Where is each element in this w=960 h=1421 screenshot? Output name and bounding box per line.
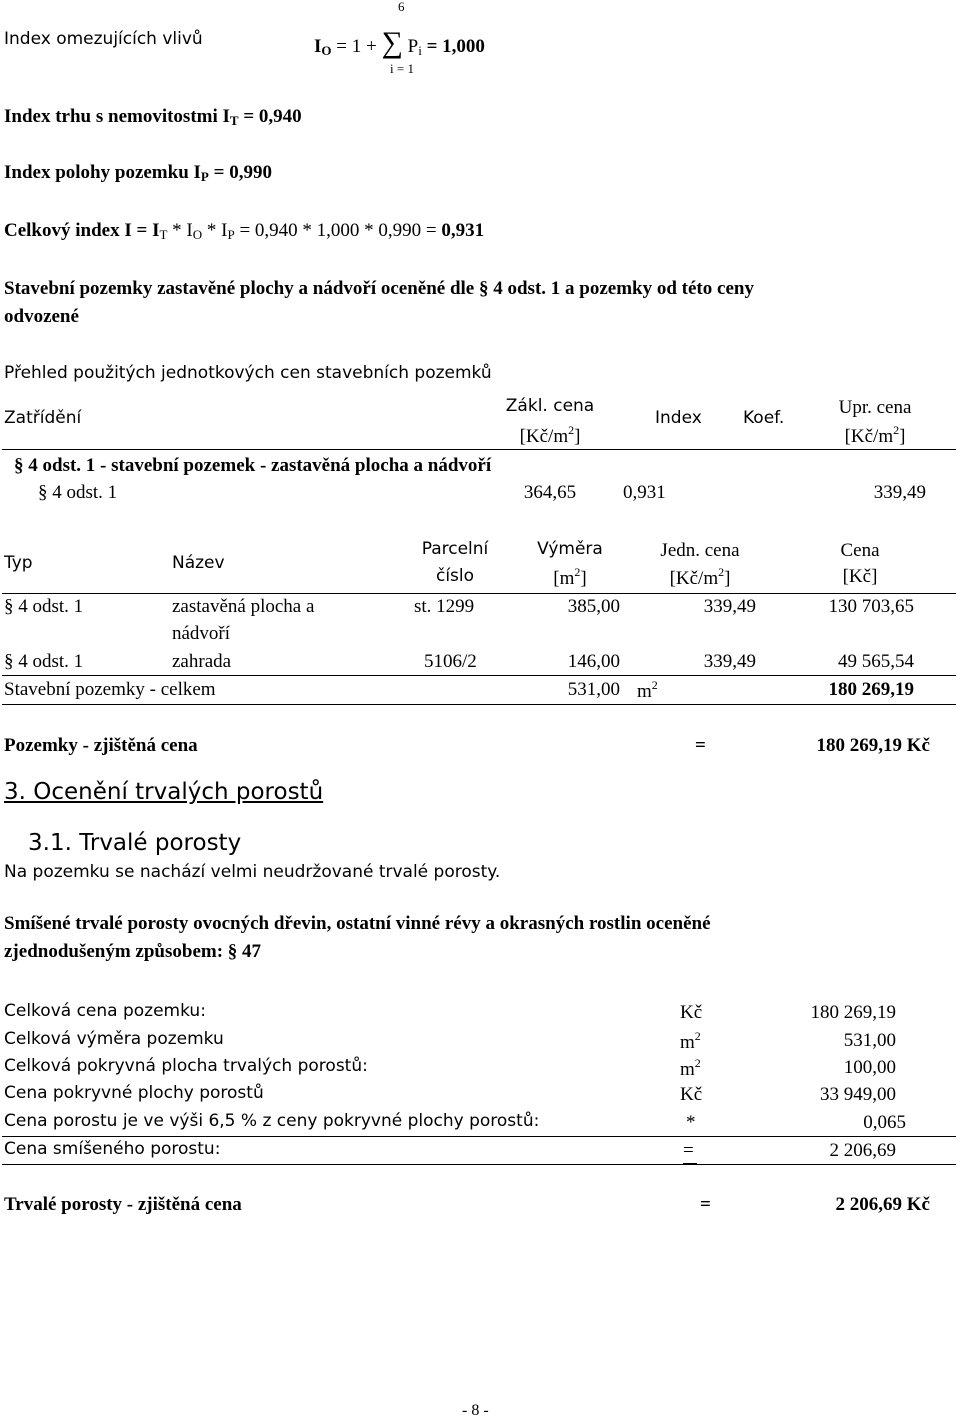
calc-row-4-value: 33 949,00 xyxy=(820,1084,896,1105)
index-polohy: Index polohy pozemku $I_P = 0,990$ xyxy=(4,162,272,184)
table2-header-vym-1: Výměra xyxy=(537,539,603,559)
table1-row-upr: 339,49 xyxy=(873,482,926,503)
calc-total-rule xyxy=(2,1164,956,1165)
calc-row-5-value: 0,065 xyxy=(863,1112,906,1133)
calc-row-6-value: 2 206,69 xyxy=(829,1140,896,1161)
table2-header-parc-2: číslo xyxy=(435,566,475,586)
table2-total-rule xyxy=(2,704,956,705)
calc-row-1-unit: Kč xyxy=(680,1002,703,1023)
calc-row-1-label: Celková cena pozemku: xyxy=(4,1001,206,1021)
calc-row-5-label: Cena porostu je ve výši 6,5 % z ceny pokryvné plochy porostů: xyxy=(4,1111,540,1131)
table2-header-cena-2: [Kč] xyxy=(842,566,878,587)
pozemky-cena-label: Pozemky - zjištěná cena xyxy=(4,735,198,756)
table1-header-zatrideni: Zatřídění xyxy=(4,408,82,428)
section-3-1-heading: 3.1. Trvalé porosty xyxy=(28,830,242,856)
table1-header-upr-1: Upr. cena xyxy=(838,397,912,418)
trvale-cena-label: Trvalé porosty - zjištěná cena xyxy=(4,1194,242,1215)
table2-row1-nazev2: nádvoří xyxy=(172,623,231,644)
table2-row2-cena: 49 565,54 xyxy=(838,651,914,672)
calc-row-3-label: Celková pokryvná plocha trvalých porostů: xyxy=(4,1056,368,1076)
summation-symbol: ∑ xyxy=(381,26,403,59)
table1-header-index: Index xyxy=(655,408,702,428)
trvale-cena-value: 2 206,69 Kč xyxy=(835,1194,930,1215)
calc-row-2-label: Celková výměra pozemku xyxy=(4,1029,224,1049)
table2-row1-cena: 130 703,65 xyxy=(828,596,914,617)
table1-header-rule xyxy=(2,449,956,450)
table2-body-rule xyxy=(2,675,956,676)
table2-row2-vym: 146,00 xyxy=(567,651,620,672)
prehled-heading: Přehled použitých jednotkových cen stavebních pozemků xyxy=(4,363,492,383)
smisene-line1: Smíšené trvalé porosty ovocných dřevin, ostatní vinné révy a okrasných rostlin oceněné xyxy=(4,913,711,934)
table2-header-jedn-2: $[Kč/m^2]$ xyxy=(669,565,731,589)
calc-row-2-unit: $m^2$ xyxy=(680,1029,701,1053)
calc-row-3-unit: $m^2$ xyxy=(680,1056,701,1080)
table2-row2-parc: 5106/2 xyxy=(424,651,477,672)
table1-group-label: § 4 odst. 1 - stavební pozemek - zastavěná plocha a nádvoří xyxy=(14,455,492,476)
sum-lower-limit: i = 1 xyxy=(390,61,414,76)
pozemky-cena-value: 180 269,19 Kč xyxy=(816,735,930,756)
calc-row-6-label: Cena smíšeného porostu: xyxy=(4,1139,221,1159)
table2-row1-vym: 385,00 xyxy=(567,596,620,617)
smisene-line2: zjednodušeným způsobem: § 47 xyxy=(4,941,262,962)
page-number: - 8 - xyxy=(462,1402,489,1419)
table1-header-koef: Koef. xyxy=(743,408,785,428)
table2-row2-typ: § 4 odst. 1 xyxy=(4,651,84,672)
porosty-note: Na pozemku se nachází velmi neudržované trvalé porosty. xyxy=(4,862,501,882)
table2-row1-parc: st. 1299 xyxy=(414,596,475,617)
pozemky-cena-eq: = xyxy=(695,735,706,756)
sum-upper-limit: 6 xyxy=(398,0,405,14)
calc-row-4-label: Cena pokryvné plochy porostů xyxy=(4,1083,264,1103)
index-omezujicich-label: Index omezujících vlivů xyxy=(4,29,203,49)
table1-header-zakl-1: Zákl. cena xyxy=(505,396,595,416)
table1-row-index: 0,931 xyxy=(623,482,666,503)
table2-row2-nazev1: zahrada xyxy=(172,651,232,672)
table2-header-parc-1: Parcelní xyxy=(421,539,489,559)
index-omezujicich-formula: $I_O = 1$ + ∑ $P_i = 1,000$ xyxy=(314,26,485,59)
table2-header-rule xyxy=(2,593,956,594)
stavebni-heading-line1: Stavební pozemky zastavěné plochy a nádvoří oceněné dle § 4 odst. 1 a pozemky od této ceny xyxy=(4,278,754,299)
calc-rows-rule xyxy=(2,1136,956,1137)
table2-header-cena-1: Cena xyxy=(840,540,880,561)
calc-row-2-value: 531,00 xyxy=(843,1030,896,1051)
table2-total-cena: 180 269,19 xyxy=(828,679,914,700)
table2-header-jedn-1: Jedn. cena xyxy=(660,540,740,561)
calc-row-5-unit: * xyxy=(686,1112,696,1133)
table2-header-vym-2: $[m^2]$ xyxy=(553,565,587,589)
table2-total-unit: $m^2$ xyxy=(637,678,658,702)
section-3-heading: 3. Ocenění trvalých porostů xyxy=(4,779,324,805)
table2-total-label: Stavební pozemky - celkem xyxy=(4,679,216,700)
calc-row-1-value: 180 269,19 xyxy=(810,1002,896,1023)
calc-row-3-value: 100,00 xyxy=(843,1057,896,1078)
table2-row2-jedn: 339,49 xyxy=(703,651,756,672)
table1-header-upr-2: $[Kč/m^2]$ xyxy=(844,423,906,447)
table2-row1-typ: § 4 odst. 1 xyxy=(4,596,84,617)
table2-row1-jedn: 339,49 xyxy=(703,596,756,617)
table2-header-nazev: Název xyxy=(172,553,225,573)
table2-total-vym: 531,00 xyxy=(567,679,620,700)
table1-row-zakl: 364,65 xyxy=(523,482,577,503)
celkovy-index: Celkový index $I = I_T * I_O * I_P = 0,940 * 1,000 * 0,990 = 0,931$ xyxy=(4,220,485,242)
trvale-cena-eq: = xyxy=(700,1194,711,1215)
table1-row-zatrideni: § 4 odst. 1 xyxy=(38,482,118,503)
calc-row-4-unit: Kč xyxy=(680,1084,703,1105)
calc-row-6-unit: = xyxy=(683,1140,697,1164)
stavebni-heading-line2: odvozené xyxy=(4,306,79,327)
index-trhu: Index trhu s nemovitostmi $I_T = 0,940$ xyxy=(4,106,302,128)
table1-header-zakl-2: $[Kč/m^2]$ xyxy=(519,423,581,447)
table2-row1-nazev1: zastavěná plocha a xyxy=(172,596,315,617)
table2-header-typ: Typ xyxy=(4,553,33,573)
